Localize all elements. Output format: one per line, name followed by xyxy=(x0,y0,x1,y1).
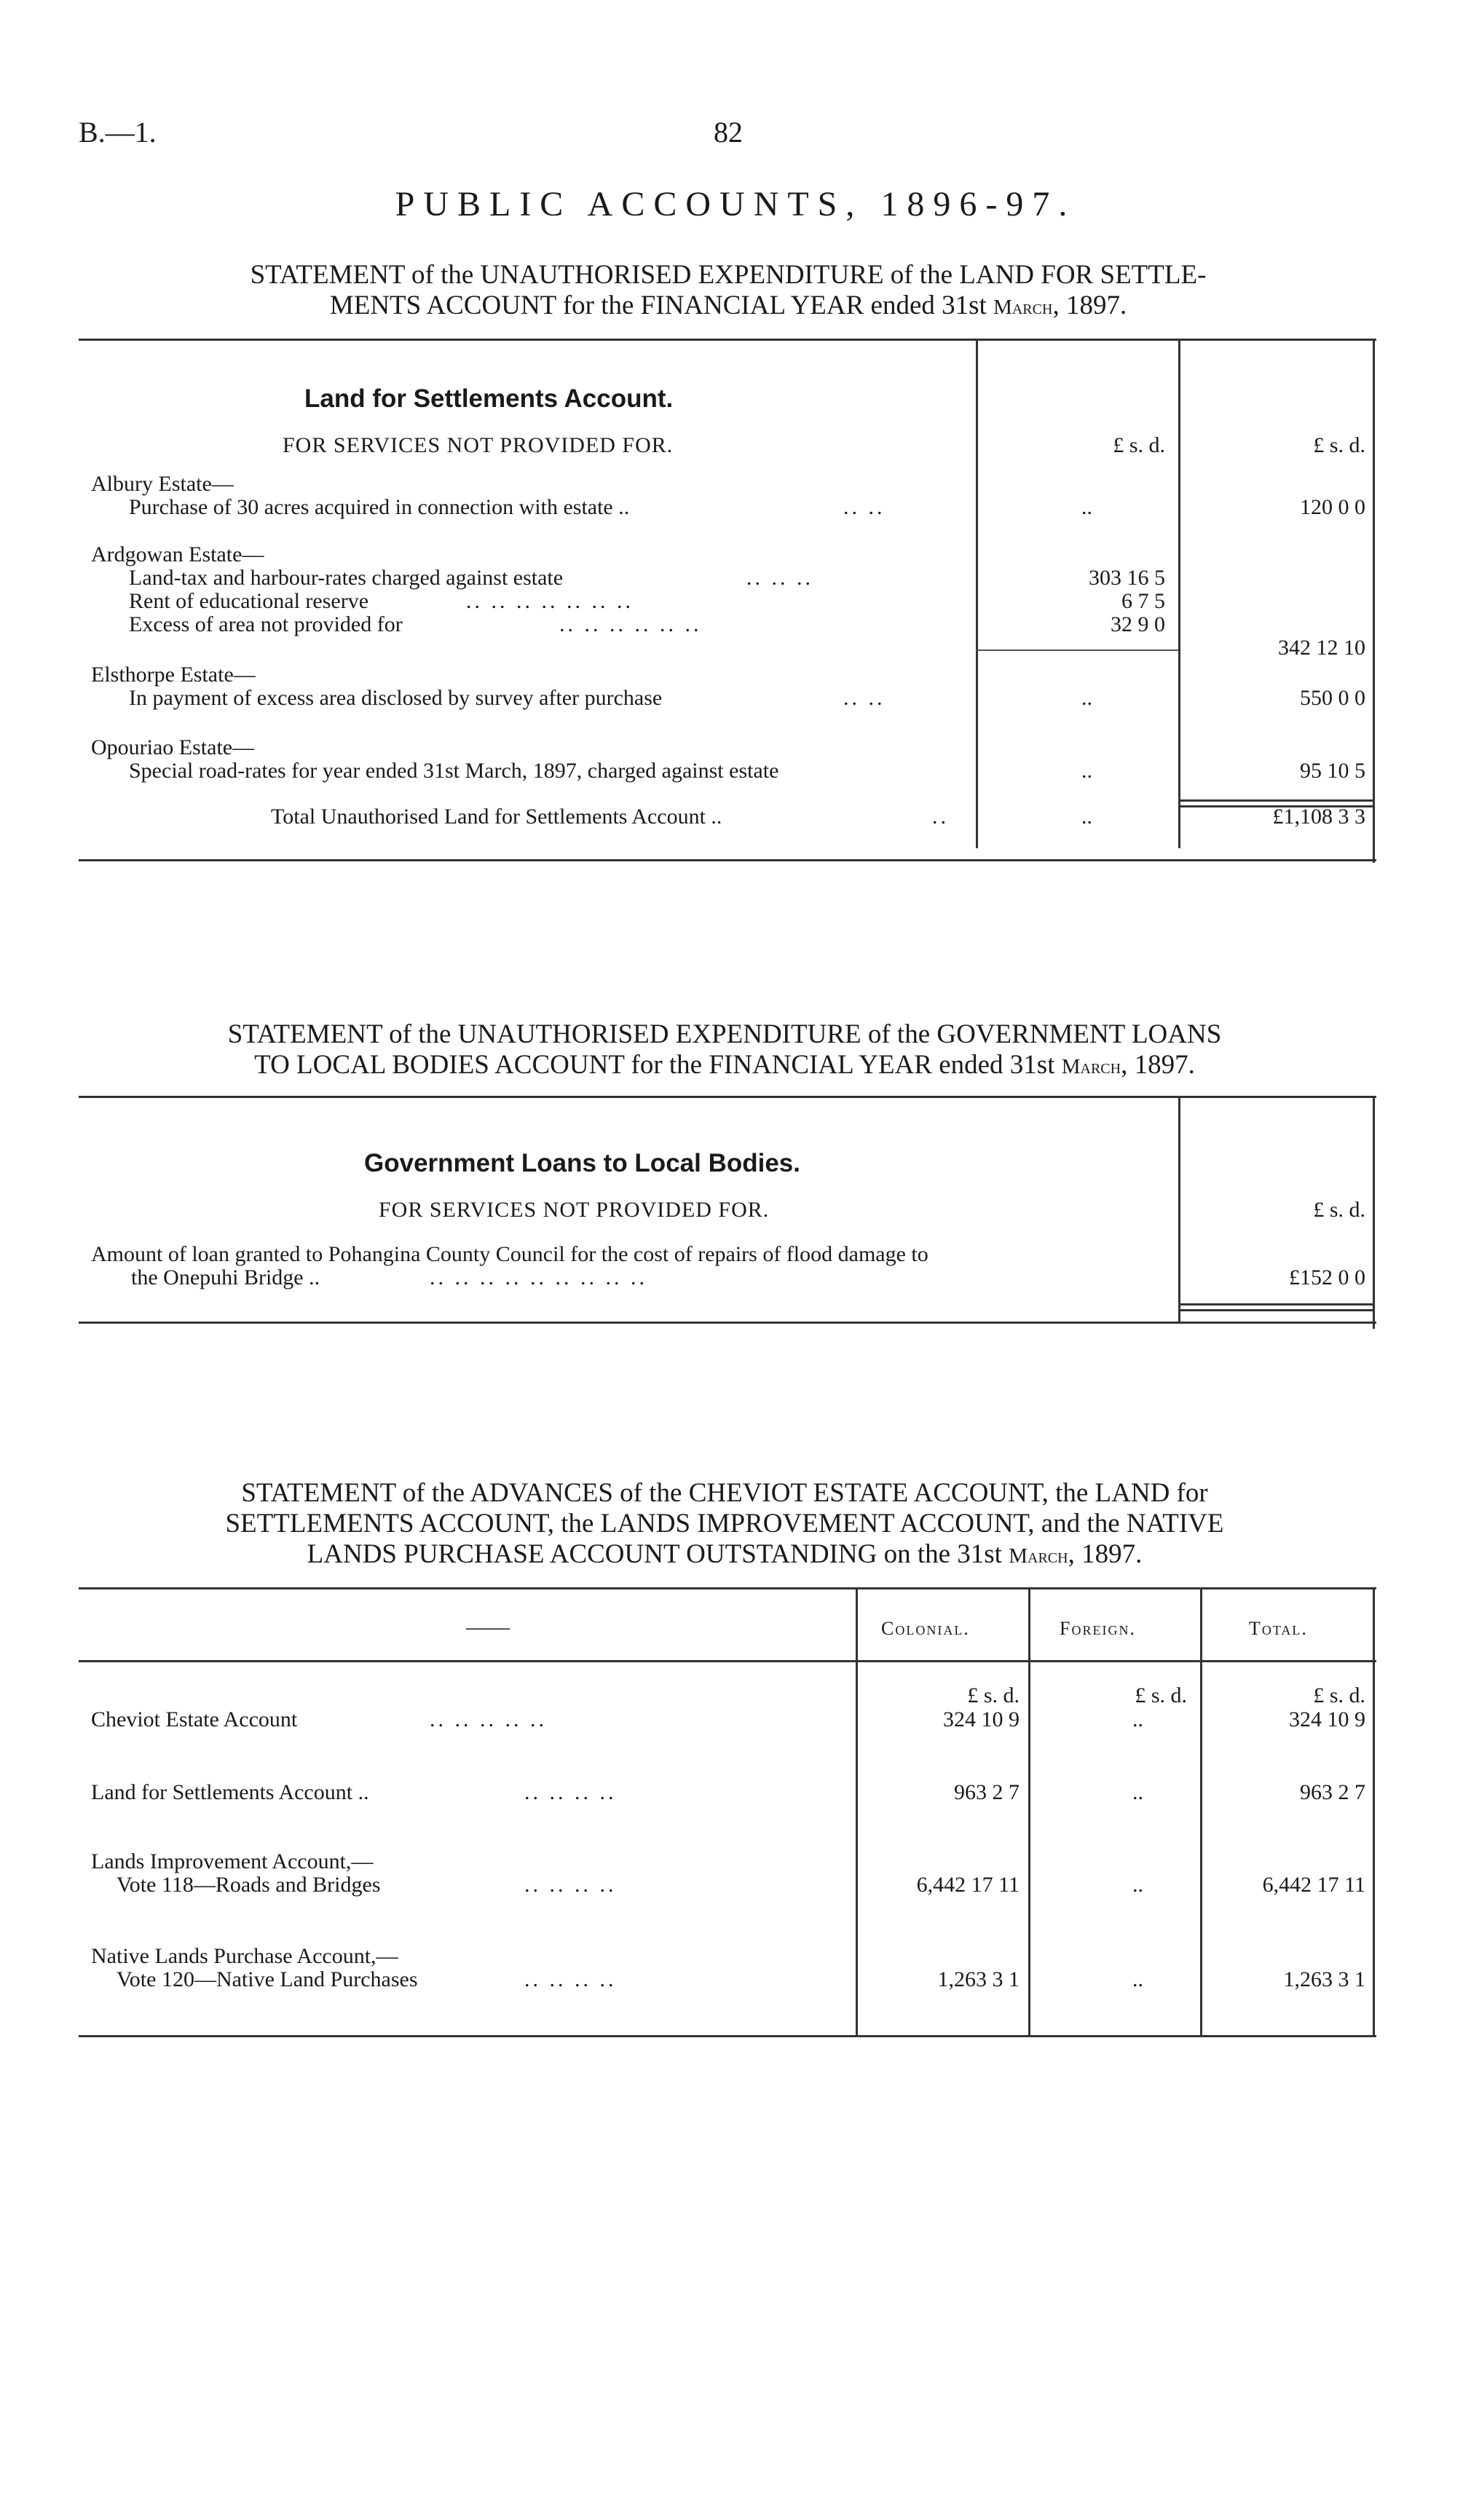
statement1-row-elsthorpe: Elsthorpe Estate— xyxy=(91,663,256,687)
leader-dots: .. .. .. .. xyxy=(524,1873,617,1897)
page-title: PUBLIC ACCOUNTS, 1896-97. xyxy=(395,185,1076,224)
statement1-row-opouriao-c1: .. xyxy=(1081,759,1092,783)
statement3-row-cheviot-foreign: .. xyxy=(1132,1707,1143,1731)
leader-dots: .. .. xyxy=(843,495,886,519)
leader-dots: .. .. xyxy=(843,686,886,710)
statement1-row-albury-c2: 120 0 0 xyxy=(1300,495,1365,519)
statement2-subtitle: FOR SERVICES NOT PROVIDED FOR. xyxy=(379,1198,770,1222)
leader-dots: .. .. .. .. xyxy=(524,1967,617,1991)
statement1-row-albury: Albury Estate— xyxy=(91,472,234,496)
statement1-heading-line2: MENTS ACCOUNT for the FINANCIAL YEAR ended 31st March, 1897. xyxy=(329,291,1127,320)
statement2-table-title: Government Loans to Local Bodies. xyxy=(364,1149,800,1177)
statement3-row-land-settlements-total: 963 2 7 xyxy=(1300,1780,1365,1804)
statement3-row-land-settlements: Land for Settlements Account .. xyxy=(91,1780,369,1804)
statement1-row-elsthorpe-item: In payment of excess area disclosed by survey after purchase xyxy=(129,686,663,710)
statement1-total-c2: £1,108 3 3 xyxy=(1272,805,1365,829)
statement2-heading-line2: TO LOCAL BODIES ACCOUNT for the FINANCIAL YEAR ended 31st March, 1897. xyxy=(254,1050,1195,1080)
statement3-row-native-lands-total: 1,263 3 1 xyxy=(1283,1967,1365,1991)
statement1-row-opouriao-c2: 95 10 5 xyxy=(1300,759,1365,783)
statement3-heading-line2: SETTLEMENTS ACCOUNT, the LANDS IMPROVEMENT ACCOUNT, and the NATIVE xyxy=(225,1509,1224,1539)
statement3-row-native-lands-foreign: .. xyxy=(1132,1967,1143,1991)
statement3-row-land-settlements-colonial: 963 2 7 xyxy=(954,1780,1020,1804)
statement1-row-elsthorpe-c2: 550 0 0 xyxy=(1300,686,1365,710)
statement3-row-lands-improvement-vote: Vote 118—Roads and Bridges xyxy=(117,1873,381,1897)
statement3-row-cheviot-colonial: 324 10 9 xyxy=(943,1707,1020,1731)
statement1-row-ardgowan-item3-c1: 32 9 0 xyxy=(1111,612,1165,636)
statement1-col1-head: £ s. d. xyxy=(1113,433,1165,457)
leader-dots: .. .. .. .. .. .. .. .. .. xyxy=(430,1265,647,1289)
statement3-col-total: Total. xyxy=(1249,1618,1308,1639)
statement1-row-opouriao-item: Special road-rates for year ended 31st March, 1897, charged against estate xyxy=(129,759,779,783)
statement3-heading-line3: LANDS PURCHASE ACCOUNT OUTSTANDING on the 31st March, 1897. xyxy=(307,1539,1143,1569)
leader-dots: .. .. .. .. xyxy=(524,1780,617,1804)
statement1-total-c1: .. xyxy=(1081,805,1092,829)
page-number: 82 xyxy=(714,116,743,149)
statement3-unit-colonial: £ s. d. xyxy=(967,1683,1020,1707)
statement1-subtitle: FOR SERVICES NOT PROVIDED FOR. xyxy=(283,433,674,457)
leader-dots: .. .. .. xyxy=(746,566,813,590)
statement3-heading-line1: STATEMENT of the ADVANCES of the CHEVIOT ESTATE ACCOUNT, the LAND for xyxy=(241,1478,1208,1508)
statement1-table-title: Land for Settlements Account. xyxy=(304,384,674,413)
leader-dots: .. .. .. .. .. xyxy=(430,1707,547,1731)
statement3-blank-head: —— xyxy=(466,1615,510,1639)
statement1-row-elsthorpe-c1: .. xyxy=(1081,686,1092,710)
statement1-row-albury-item: Purchase of 30 acres acquired in connection with estate .. xyxy=(129,495,630,519)
statement1-row-opouriao: Opouriao Estate— xyxy=(91,735,255,759)
statement1-total-label: Total Unauthorised Land for Settlements Account .. xyxy=(271,805,722,829)
statement2-row-line2: the Onepuhi Bridge .. xyxy=(131,1265,320,1289)
statement3-row-land-settlements-foreign: .. xyxy=(1132,1780,1143,1804)
statement3-unit-foreign: £ s. d. xyxy=(1135,1683,1187,1707)
leader-dots: .. .. .. .. .. .. .. xyxy=(466,589,634,613)
statement3-row-lands-improvement-colonial: 6,442 17 11 xyxy=(916,1873,1020,1897)
statement1-col2-head: £ s. d. xyxy=(1313,433,1365,457)
statement1-row-ardgowan-item1-c1: 303 16 5 xyxy=(1089,566,1165,590)
statement3-heading xyxy=(66,1478,1384,1571)
leader-dots: .. xyxy=(932,805,949,829)
statement2-heading-line1: STATEMENT of the UNAUTHORISED EXPENDITURE of the GOVERNMENT LOANS xyxy=(227,1019,1222,1049)
statement1-row-ardgowan-item1: Land-tax and harbour-rates charged against estate xyxy=(129,566,564,590)
statement3-col-colonial: Colonial. xyxy=(881,1618,970,1639)
statement2-heading xyxy=(66,1019,1384,1082)
statement3-row-native-lands: Native Lands Purchase Account,— xyxy=(91,1944,398,1968)
statement2-row-value: £152 0 0 xyxy=(1289,1265,1365,1289)
statement1-heading xyxy=(73,260,1384,323)
statement3-col-foreign: Foreign. xyxy=(1060,1618,1136,1639)
statement3-row-lands-improvement-total: 6,442 17 11 xyxy=(1262,1873,1365,1897)
statement2-col-head: £ s. d. xyxy=(1313,1198,1365,1222)
statement3-row-lands-improvement-foreign: .. xyxy=(1132,1873,1143,1897)
statement1-row-ardgowan-item3: Excess of area not provided for xyxy=(129,612,403,636)
statement1-row-ardgowan-item2-c1: 6 7 5 xyxy=(1121,589,1165,613)
statement3-row-lands-improvement: Lands Improvement Account,— xyxy=(91,1849,374,1873)
statement1-row-albury-c1: .. xyxy=(1081,495,1092,519)
statement2-row-line1: Amount of loan granted to Pohangina County Council for the cost of repairs of flood damage to xyxy=(91,1242,928,1266)
statement3-unit-total: £ s. d. xyxy=(1313,1683,1365,1707)
statement3-row-cheviot: Cheviot Estate Account xyxy=(91,1707,298,1731)
statement1-row-ardgowan-c2: 342 12 10 xyxy=(1278,636,1365,660)
statement1-row-ardgowan-item2: Rent of educational reserve xyxy=(129,589,369,613)
statement3-row-native-lands-colonial: 1,263 3 1 xyxy=(937,1967,1020,1991)
leader-dots: .. .. .. .. .. .. xyxy=(559,612,702,636)
document-reference: B.—1. xyxy=(79,116,157,149)
statement3-row-native-lands-vote: Vote 120—Native Land Purchases xyxy=(117,1967,418,1991)
statement1-row-ardgowan: Ardgowan Estate— xyxy=(91,542,264,566)
statement1-heading-line1: STATEMENT of the UNAUTHORISED EXPENDITURE of the LAND FOR SETTLE- xyxy=(250,260,1207,290)
statement3-row-cheviot-total: 324 10 9 xyxy=(1289,1707,1365,1731)
